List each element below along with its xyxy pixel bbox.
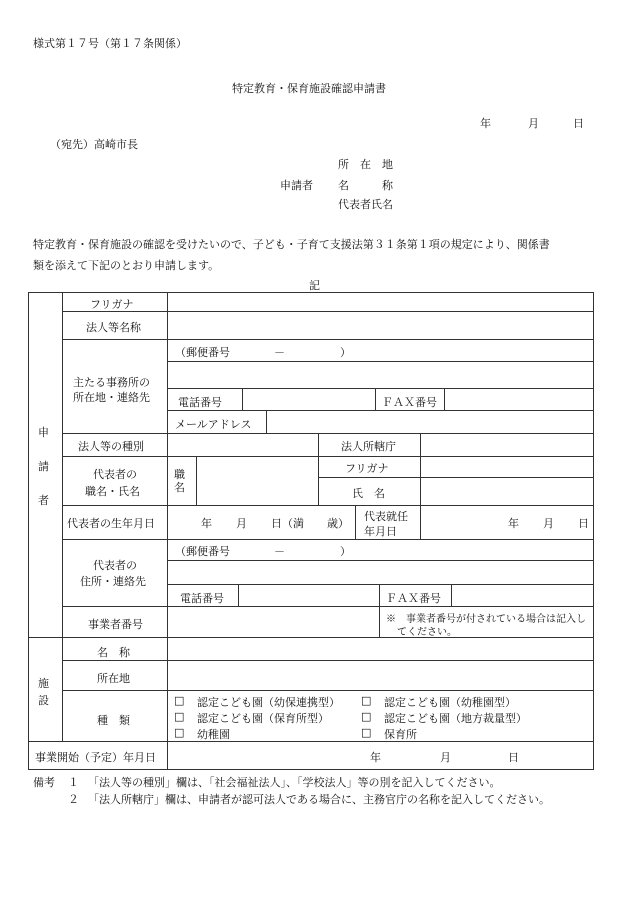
date-day-label: 日 xyxy=(573,117,584,130)
furigana-label: フリガナ xyxy=(90,298,134,311)
rep-phone-label: 電話番号 xyxy=(180,592,224,605)
note-2-text: 「法人所轄庁」欄は、申請者が認可法人である場合に、主務官庁の名称を記入してください。 xyxy=(88,793,550,806)
document-title: 特定教育・保育施設確認申請書 xyxy=(232,82,386,95)
rep-title-kanji-2: 名 xyxy=(174,481,185,494)
form-number: 様式第１７号（第１７条関係） xyxy=(33,37,187,50)
body-text-line1: 特定教育・保育施設の確認を受けたいので、子ども・子育て支援法第３１条第１項の規定により、関係書 xyxy=(33,238,550,251)
body-text-line2: 類を添えて下記のとおり申請します。 xyxy=(33,259,220,272)
facility-type-yochien: 幼稚園 xyxy=(197,728,230,741)
facility-type-hoikusho-gata: 認定こども園（保育所型） xyxy=(197,712,329,725)
office-address-label-2: 所在地・連絡先 xyxy=(73,391,150,404)
notes-label: 備考 xyxy=(33,776,55,789)
start-month-label: 月 xyxy=(543,517,554,530)
checkbox-symbol[interactable]: □ xyxy=(174,710,185,723)
office-postal: （郵便番号 － ） xyxy=(175,346,351,359)
applicant-label: 申請者 xyxy=(280,179,313,192)
business-start-month: 月 xyxy=(440,751,451,764)
business-number-label: 事業者番号 xyxy=(88,618,143,631)
rep-fax-label: ＦＡＸ番号 xyxy=(386,592,441,605)
applicant-side-label-2: 請 xyxy=(38,460,49,473)
birth-day-label: 日（満 xyxy=(271,517,304,530)
business-start-day: 日 xyxy=(508,751,519,764)
facility-type-label: 種 類 xyxy=(97,714,130,727)
checkbox-symbol[interactable]: □ xyxy=(361,710,372,723)
applicant-address-label: 所 在 地 xyxy=(338,158,393,171)
rep-name-label-2: 職名・氏名 xyxy=(85,485,140,498)
date-month-label: 月 xyxy=(528,117,539,130)
rep-shimei-label: 氏 名 xyxy=(352,487,385,500)
rep-start-label-1: 代表就任 xyxy=(364,510,408,523)
birth-age-label: 歳） xyxy=(327,517,349,530)
checkbox-chiho-sairyo[interactable] xyxy=(361,710,371,723)
business-note-line1: ※ 事業者番号が付されている場合は記入し xyxy=(386,614,586,625)
office-address-label-1: 主たる事務所の xyxy=(73,376,150,389)
facility-type-chiho-sairyo: 認定こども園（地方裁量型） xyxy=(384,712,527,725)
facility-name-label: 名 称 xyxy=(97,646,130,659)
note-2-number: ２ xyxy=(68,793,79,806)
rep-furigana-label: フリガナ xyxy=(345,462,389,475)
business-start-label: 事業開始（予定）年月日 xyxy=(35,751,156,764)
facility-side-label-2: 設 xyxy=(38,694,49,707)
facility-type-yochien-gata: 認定こども園（幼稚園型） xyxy=(384,696,516,709)
start-day-label: 日 xyxy=(578,517,589,530)
applicant-side-label-1: 申 xyxy=(38,426,49,439)
checkbox-yochien-gata[interactable] xyxy=(361,694,371,707)
checkbox-symbol[interactable]: □ xyxy=(174,726,185,739)
addressee: （宛先）高崎市長 xyxy=(50,138,138,151)
checkbox-hoikusho[interactable] xyxy=(361,726,371,739)
checkbox-yochien[interactable] xyxy=(174,726,184,739)
ki-heading: 記 xyxy=(309,279,320,292)
checkbox-symbol[interactable]: □ xyxy=(361,694,372,707)
email-label: メールアドレス xyxy=(175,418,252,431)
facility-location-label: 所在地 xyxy=(97,672,130,685)
checkbox-symbol[interactable]: □ xyxy=(361,726,372,739)
note-1-number: １ xyxy=(68,776,79,789)
rep-address-label-1: 代表者の xyxy=(93,559,137,572)
applicant-rep-label: 代表者氏名 xyxy=(338,198,393,211)
start-year-label: 年 xyxy=(508,517,519,530)
birth-month-label: 月 xyxy=(236,517,247,530)
rep-start-label-2: 年月日 xyxy=(364,525,397,538)
checkbox-hoikusho-gata[interactable] xyxy=(174,710,184,723)
office-phone-label: 電話番号 xyxy=(178,396,222,409)
facility-type-hoyo-renkei: 認定こども園（幼保連携型） xyxy=(197,696,340,709)
rep-birth-label: 代表者の生年月日 xyxy=(67,517,155,530)
applicant-side-label-3: 者 xyxy=(38,494,49,507)
note-1-text: 「法人等の種別」欄は、「社会福祉法人」、「学校法人」等の別を記入してください。 xyxy=(88,776,501,789)
jurisdiction-label: 法人所轄庁 xyxy=(341,440,396,453)
corp-name-label: 法人等名称 xyxy=(86,321,141,334)
rep-postal: （郵便番号 － ） xyxy=(175,545,351,558)
rep-title-kanji-1: 職 xyxy=(174,468,185,481)
business-start-year: 年 xyxy=(370,751,381,764)
office-fax-label: ＦＡＸ番号 xyxy=(382,396,437,409)
date-year-label: 年 xyxy=(480,117,491,130)
business-note-line2: てください。 xyxy=(397,627,457,638)
checkbox-hoyo-renkei[interactable] xyxy=(174,694,184,707)
rep-address-label-2: 住所・連絡先 xyxy=(80,575,146,588)
facility-type-hoikusho: 保育所 xyxy=(384,728,417,741)
applicant-name-label: 名 称 xyxy=(338,179,393,192)
birth-year-label: 年 xyxy=(201,517,212,530)
corp-type-label: 法人等の種別 xyxy=(78,440,144,453)
facility-side-label-1: 施 xyxy=(38,677,49,690)
rep-name-label-1: 代表者の xyxy=(93,468,137,481)
checkbox-symbol[interactable]: □ xyxy=(174,694,185,707)
